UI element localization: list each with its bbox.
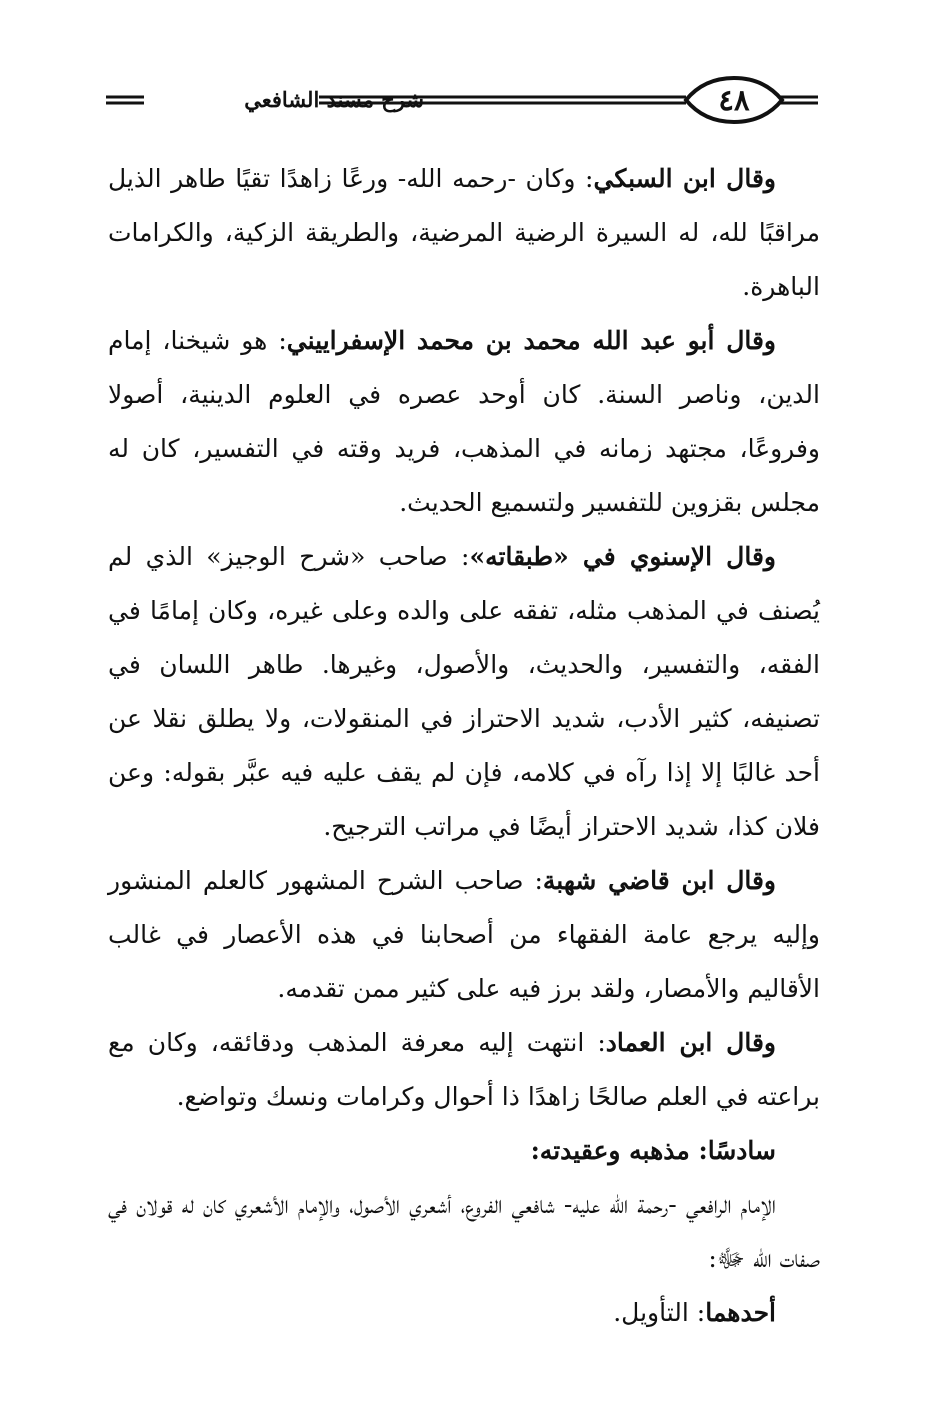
running-title: شرح مسند الشافعي: [244, 87, 424, 112]
list-item-lead: أحدهما: [705, 1298, 776, 1327]
paragraph-madhhab: الإمام الرافعي -رحمة الله عليه- شافعي الفروع، أشعري الأصول، والإمام الأشعري كان له قولان في صفات الله ﷻ:: [108, 1190, 820, 1273]
paragraph-lead: وقال ابن العماد: [605, 1028, 776, 1057]
running-header: [104, 72, 820, 128]
paragraph-text: : صاحب الشرح المشهور كالعلم المنشور وإليه يرجع عامة الفقهاء من أصحابنا في هذه الأعصار في غالب الأقاليم والأمصار، ولقد برز فيه على كثير ممن تقدمه.: [108, 866, 820, 1003]
paragraph-lead: وقال الإسنوي في «طبقاته»: [469, 542, 776, 571]
paragraph-ibn-al-imad: [108, 1016, 820, 1124]
list-item-first: [108, 1286, 820, 1340]
page-number: ٤٨: [718, 83, 750, 117]
paragraph-lead: وقال أبو عبد الله محمد بن محمد الإسفراييني: [286, 326, 776, 355]
paragraph-ibn-qadi-shuhba: [108, 854, 820, 1016]
body-text: [108, 152, 820, 1340]
paragraph-text: : وكان -رحمه الله- ورعًا زاهدًا تقيًا طاهر الذيل مراقبًا لله، له السيرة الرضية المرضية، والطريقة الزكية، والكرامات الباهرة.: [108, 164, 820, 301]
paragraph-text: : هو شيخنا، إمام الدين، وناصر السنة. كان أوحد عصره في العلوم الدينية، أصولا وفروعًا، مجتهد زمانه في المذهب، فريد وقته في التفسير، كان له مجلس بقزوين للتفسير ولتسميع الحديث.: [108, 326, 820, 517]
paragraph-lead: وقال ابن السبكي: [593, 164, 776, 193]
paragraph-ibn-al-subki: [108, 152, 820, 314]
paragraph-text: : انتهت إليه معرفة المذهب ودقائقه، وكان مع براعته في العلم صالحًا زاهدًا ذا أحوال وكرامات ونسك وتواضع.: [108, 1028, 820, 1111]
paragraph-al-isnawi: [108, 530, 820, 854]
list-item-text: : التأويل.: [613, 1298, 706, 1327]
paragraph-al-isfarayini: [108, 314, 820, 530]
paragraph-lead: وقال ابن قاضي شهبة: [542, 866, 776, 895]
section-heading: سادسًا: مذهبه وعقيدته:: [530, 1136, 776, 1165]
paragraph-text: : صاحب «شرح الوجيز» الذي لم يُصنف في المذهب مثله، تفقه على والده وعلى غيره، وكان إمامًا في الفقه، والتفسير، والحديث، والأصول، وغيرها. طاهر اللسان في تصنيفه، كثير الأدب، شديد الاحتراز في المنقولات، ولا يطلق نقلا عن أحد غالبًا إلا إذا رآه في كلامه، فإن لم يقف عليه فيه عبَّر بقوله: وعن فلان كذا، شديد الاحتراز أيضًا في مراتب الترجيح.: [108, 542, 820, 841]
